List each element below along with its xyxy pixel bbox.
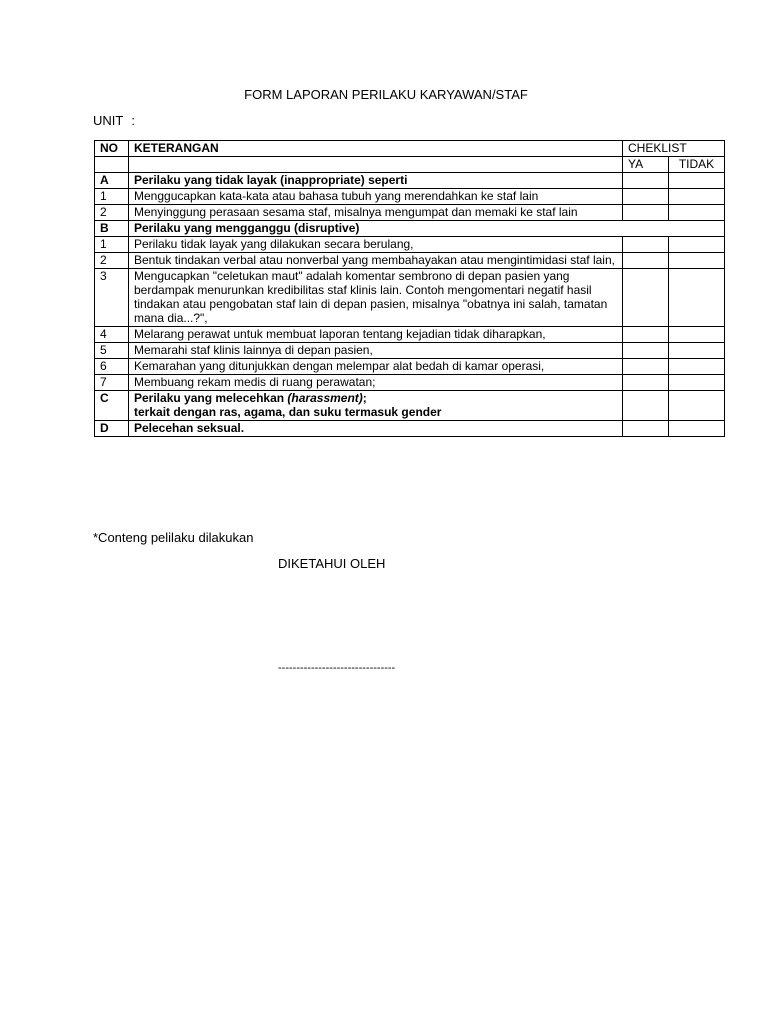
row-no: 7 [95, 375, 129, 391]
ya-checkbox-cell[interactable] [623, 269, 669, 327]
header-checklist: CHEKLIST [623, 141, 725, 157]
row-no: 2 [95, 253, 129, 269]
tidak-checkbox-cell[interactable] [669, 391, 725, 421]
table-row [95, 269, 725, 327]
row-no: 6 [95, 359, 129, 375]
tidak-checkbox-cell[interactable] [669, 237, 725, 253]
row-keterangan: Mengucapkan "celetukan maut" adalah komentar sembrono di depan pasien yang berdampak menurunkan kredibilitas staf klinis lain. Contoh mengomentari negatif hasil tindakan atau pengobatan staf lain di depan pasien, misalnya "obatnya ini salah, tamatan mana dia...?", [129, 269, 623, 327]
tidak-checkbox-cell[interactable] [669, 343, 725, 359]
tidak-checkbox-cell[interactable] [669, 359, 725, 375]
tidak-checkbox-cell[interactable] [669, 327, 725, 343]
unit-colon: : [131, 113, 135, 128]
row-keterangan [129, 391, 623, 421]
row-keterangan-part: Perilaku yang melecehkan [134, 391, 288, 405]
row-no: 3 [95, 269, 129, 327]
row-keterangan: Menggucapkan kata-kata atau bahasa tubuh yang merendahkan ke staf lain [129, 189, 623, 205]
table-header-row [95, 141, 725, 157]
ya-checkbox-cell[interactable] [623, 343, 669, 359]
ya-checkbox-cell[interactable] [623, 253, 669, 269]
signature-line: -------------------------------- [278, 662, 396, 674]
table-row [95, 421, 725, 437]
table-row [95, 375, 725, 391]
ya-checkbox-cell[interactable] [623, 189, 669, 205]
tidak-checkbox-cell[interactable] [669, 375, 725, 391]
table-row [95, 221, 725, 237]
ya-checkbox-cell[interactable] [623, 327, 669, 343]
header-ya: YA [623, 157, 669, 173]
row-no: C [95, 391, 129, 421]
row-keterangan: Kemarahan yang ditunjukkan dengan melempar alat bedah di kamar operasi, [129, 359, 623, 375]
table-row [95, 343, 725, 359]
row-keterangan-part: terkait dengan ras, agama, dan suku termasuk gender [134, 405, 442, 419]
table-row [95, 205, 725, 221]
form-title: FORM LAPORAN PERILAKU KARYAWAN/STAF [244, 87, 528, 102]
subheader-empty-keterangan [129, 157, 623, 173]
tidak-checkbox-cell[interactable] [669, 173, 725, 189]
row-no: D [95, 421, 129, 437]
row-keterangan: Pelecehan seksual. [129, 421, 623, 437]
subheader-empty-no [95, 157, 129, 173]
unit-label: UNIT [93, 113, 124, 128]
row-no: 1 [95, 189, 129, 205]
row-no: 5 [95, 343, 129, 359]
known-by-label: DIKETAHUI OLEH [278, 556, 386, 571]
table-row [95, 253, 725, 269]
row-no: 1 [95, 237, 129, 253]
row-no: 4 [95, 327, 129, 343]
ya-checkbox-cell[interactable] [623, 173, 669, 189]
row-keterangan-part: ; [362, 391, 367, 405]
table-row [95, 237, 725, 253]
row-keterangan: Membuang rekam medis di ruang perawatan; [129, 375, 623, 391]
ya-checkbox-cell[interactable] [623, 205, 669, 221]
row-keterangan: Perilaku tidak layak yang dilakukan secara berulang, [129, 237, 623, 253]
header-tidak: TIDAK [669, 157, 725, 173]
unit-field [93, 113, 135, 128]
ya-checkbox-cell[interactable] [623, 237, 669, 253]
ya-checkbox-cell[interactable] [623, 421, 669, 437]
row-no: B [95, 221, 129, 237]
row-keterangan: Menyinggung perasaan sesama staf, misalnya mengumpat dan memaki ke staf lain [129, 205, 623, 221]
table-row [95, 189, 725, 205]
table-row [95, 327, 725, 343]
row-keterangan-italic: (harassment) [287, 391, 363, 405]
table-subheader-row [95, 157, 725, 173]
ya-checkbox-cell[interactable] [623, 375, 669, 391]
row-keterangan: Perilaku yang mengganggu (disruptive) [129, 221, 725, 237]
row-keterangan: Bentuk tindakan verbal atau nonverbal yang membahayakan atau mengintimidasi staf lain, [129, 253, 623, 269]
row-no: 2 [95, 205, 129, 221]
tidak-checkbox-cell[interactable] [669, 189, 725, 205]
header-no: NO [95, 141, 129, 157]
ya-checkbox-cell[interactable] [623, 359, 669, 375]
tidak-checkbox-cell[interactable] [669, 421, 725, 437]
tidak-checkbox-cell[interactable] [669, 269, 725, 327]
ya-checkbox-cell[interactable] [623, 391, 669, 421]
tidak-checkbox-cell[interactable] [669, 205, 725, 221]
row-no: A [95, 173, 129, 189]
row-keterangan: Memarahi staf klinis lainnya di depan pasien, [129, 343, 623, 359]
header-keterangan: KETERANGAN [129, 141, 623, 157]
table-row [95, 359, 725, 375]
footnote: *Conteng pelilaku dilakukan [93, 530, 254, 545]
row-keterangan: Perilaku yang tidak layak (inappropriate) seperti [129, 173, 623, 189]
tidak-checkbox-cell[interactable] [669, 253, 725, 269]
row-keterangan: Melarang perawat untuk membuat laporan tentang kejadian tidak diharapkan, [129, 327, 623, 343]
behavior-checklist-table [94, 140, 725, 437]
table-row [95, 391, 725, 421]
table-row [95, 173, 725, 189]
